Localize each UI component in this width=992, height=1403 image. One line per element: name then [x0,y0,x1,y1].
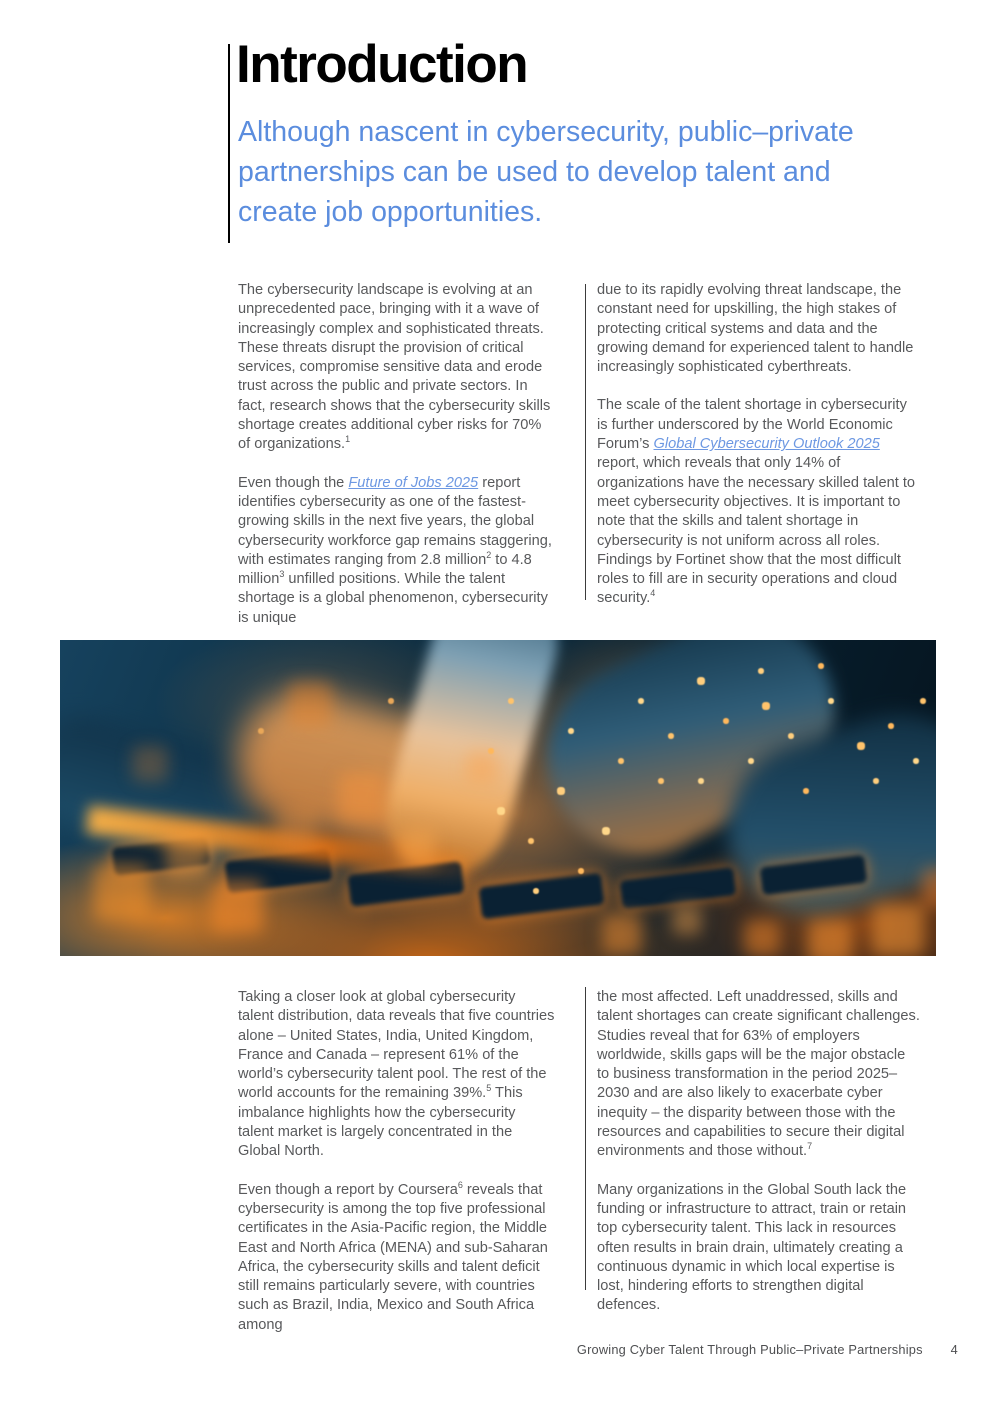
text-run: the most affected. Left unaddressed, skills and talent shortages can create significant challenges. Studies reveal that for 63% of employers worldwide, skills gaps will be the major obstacle to business transformation in the period 2025–2030 and are also likely to exacerbate cyber inequity – the disparity between those with the resources and capabilities to secure their digital environments and those without. [597,989,920,1160]
footnote-reference: 5 [486,1083,492,1094]
text-run: reveals that cybersecurity is among the top five professional certificates in the Asia-Pacific region, the Middle East and North Africa (MENA) and sub-Saharan Africa, the cybersecurity skills and talent deficit still remains particularly severe, with countries such as Brazil, India, Mexico and South Africa among [238,1181,548,1333]
text-run: report identifies cybersecurity as one of the fastest-growing skills in the next five years, the global cybersecurity workforce gap remains staggering, with estimates ranging from 2.8 million [238,474,552,568]
footnote-reference: 2 [486,550,492,560]
paragraph [238,1181,555,1335]
text-run: Taking a closer look at global cybersecurity talent distribution, data reveals that five countries alone – United States, India, United Kingdom, France and Canada – represent 61% of the world’s cybersecurity talent pool. The rest of the world accounts for the remaining 39%. [238,989,555,1102]
paragraph [238,474,555,628]
keyboard-photo [60,640,936,956]
inline-report-link[interactable]: Global Cybersecurity Outlook 2025 [653,436,880,453]
text-run: to 4.8 million [238,551,532,588]
text-run: Even though the [238,474,349,491]
footer-doc-title: Growing Cyber Talent Through Public–Private Partnerships [576,1342,923,1357]
page-subtitle: Although nascent in cybersecurity, public–private partnerships can be used to develop talent and create job opportunities. [238,116,854,228]
page-title: Introduction [236,35,528,94]
paragraph [597,396,921,608]
footnote-reference: 3 [279,569,285,580]
inline-report-link[interactable]: Future of Jobs 2025 [348,474,479,491]
text-run: report, which reveals that only 14% of organizations have the necessary skilled talent to meet cybersecurity objectives. It is important to note that the skills and talent shortage in cybersecurity is not uniform across all roles. Findings by Fortinet show that the most difficult roles to fill are in security operations and cloud security. [597,455,916,607]
text-run: due to its rapidly evolving threat landscape, the constant need for upskilling, the high stakes of protecting critical systems and data and the growing demand for experienced talent to handle increasingly sophisticated cyberthreats. [597,282,914,376]
upper-right-column [597,281,921,609]
paragraph [597,988,921,1162]
column-divider [585,987,586,1290]
lower-left-column [238,988,555,1335]
footer-page-number: 4 [950,1342,958,1357]
column-divider [585,284,586,600]
text-run: The cybersecurity landscape is evolving at an unprecedented pace, bringing with it a wave of increasingly complex and sophisticated threats. These threats disrupt the provision of critical services, compromise sensitive data and erode trust across the public and private sectors. In fact, research shows that the cybersecurity skills shortage creates additional cyber risks for 70% of organizations. [238,282,551,453]
footnote-reference: 1 [345,434,351,445]
footnote-reference: 6 [457,1179,463,1190]
paragraph [597,281,921,377]
footnote-reference: 4 [650,588,656,599]
text-run: This imbalance highlights how the cybersecurity talent market is largely concentrated in the Global North. [238,1085,523,1160]
title-accent-rule [228,44,230,243]
paragraph [238,988,555,1162]
upper-left-column [238,281,555,628]
paragraph [238,281,555,455]
footnote-reference: 7 [807,1141,813,1152]
page-footer [577,1342,958,1357]
text-run: The scale of the talent shortage in cybersecurity is further underscored by the World Economic Forum’s [597,397,907,453]
text-run: unfilled positions. While the talent shortage is a global phenomenon, cybersecurity is unique [238,571,548,626]
photo-sparkles [60,640,62,642]
paragraph [597,1181,921,1316]
text-run: Even though a report by Coursera [238,1181,458,1198]
text-run: Many organizations in the Global South lack the funding or infrastructure to attract, train or retain top cybersecurity talent. This lack in resources often results in brain drain, ultimately creating a continuous dynamic in which local expertise is lost, hindering efforts to strengthen digital defences. [597,1181,907,1314]
lower-right-column [597,988,921,1316]
